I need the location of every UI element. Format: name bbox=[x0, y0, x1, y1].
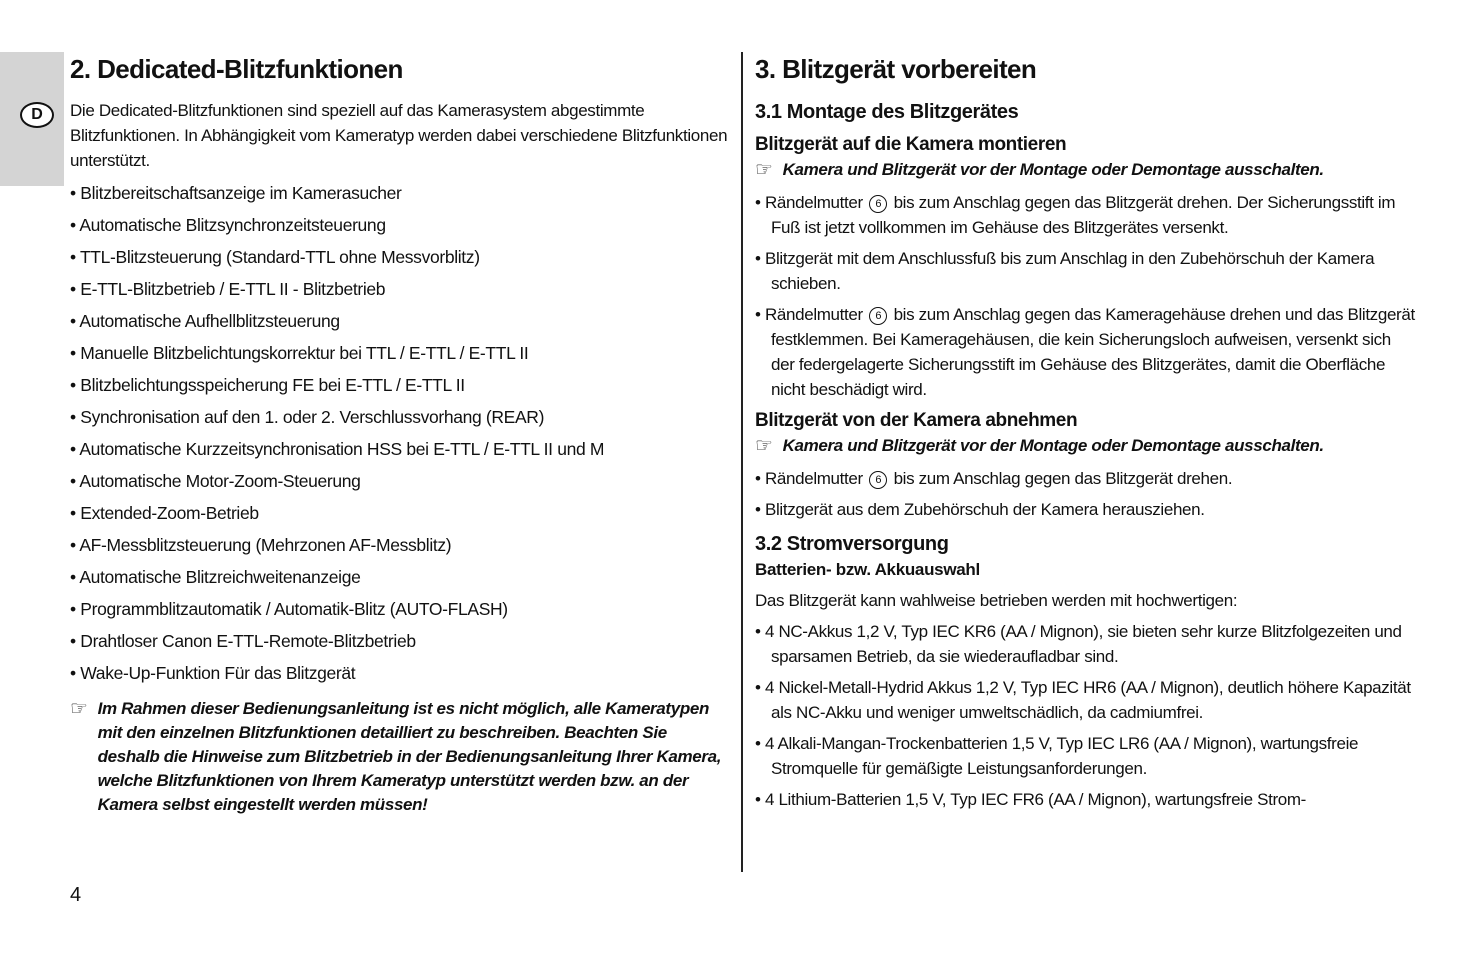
list-item: • 4 NC-Akkus 1,2 V, Typ IEC KR6 (AA / Mignon), sie bieten sehr kurze Blitzfolgezeiten und sparsamen Betrieb, da sie wiederaufladbar sind. bbox=[755, 622, 1402, 666]
list-item: • Blitzgerät aus dem Zubehörschuh der Kamera herausziehen. bbox=[755, 500, 1205, 519]
battery-intro: Das Blitzgerät kann wahlweise betrieben werden mit hochwertigen: bbox=[755, 591, 1238, 610]
list-item: • Rändelmutter 6 bis zum Anschlag gegen das Kameragehäuse drehen und das Blitzgerät festklemmen. Bei Kameragehäusen, die kein Sicherungsloch aufweisen, versenkt sich der federgelagerte Sicherungsstift im Gehäuse des Blitzgerätes, damit die Oberfläche nicht beschädigt wird. bbox=[755, 305, 1415, 399]
list-item: • 4 Alkali-Mangan-Trockenbatterien 1,5 V, Typ IEC LR6 (AA / Mignon), wartungsfreie Stromquelle für gemäßigte Leistungsanforderungen. bbox=[755, 734, 1359, 778]
list-item: • 4 Lithium-Batterien 1,5 V, Typ IEC FR6 (AA / Mignon), wartungsfreie Strom- bbox=[755, 790, 1306, 809]
remove-note bbox=[755, 434, 1417, 458]
heading-remove: Blitzgerät von der Kamera abnehmen bbox=[755, 410, 1078, 431]
feature-list bbox=[70, 177, 730, 689]
list-item: • 4 Nickel-Metall-Hydrid Akkus 1,2 V, Typ IEC HR6 (AA / Mignon), deutlich höhere Kapazität als NC-Akku und weniger umweltschädlich, da cadmiumfrei. bbox=[755, 678, 1411, 722]
intro-paragraph: Die Dedicated-Blitzfunktionen sind speziell auf das Kamerasystem abgestimmte Blitzfunktionen. In Abhängigkeit vom Kameratyp werden dabei verschiedene Blitzfunktionen unterstützt. bbox=[70, 101, 728, 170]
note-text: Kamera und Blitzgerät vor der Montage oder Demontage ausschalten. bbox=[782, 436, 1324, 455]
column-divider bbox=[741, 52, 743, 872]
pointing-hand-icon: ☞ bbox=[70, 698, 88, 720]
heading-mount: Blitzgerät auf die Kamera montieren bbox=[755, 134, 1067, 155]
left-column bbox=[70, 50, 730, 817]
circled-number-icon: 6 bbox=[869, 195, 887, 213]
section-title-prepare: 3. Blitzgerät vorbereiten bbox=[755, 54, 1037, 84]
list-item: • E-TTL-Blitzbetrieb / E-TTL II - Blitzbetrieb bbox=[70, 279, 386, 299]
heading-battery: Batterien- bzw. Akkuauswahl bbox=[755, 560, 980, 579]
note-text: Im Rahmen dieser Bedienungsanleitung ist es nicht möglich, alle Kameratypen mit den einzelnen Blitzfunktionen detailliert zu beschreiben. Beachten Sie deshalb die Hinweise zum Blitzbetrieb in der Bedienungsanleitung Ihrer Kamera, welche Blitzfunktionen von Ihrem Kameratyp unterstützt werden bzw. an der Kamera selbst eingestellt werden müssen! bbox=[97, 699, 722, 814]
circled-number-icon: 6 bbox=[869, 471, 887, 489]
section-title-dedicated: 2. Dedicated-Blitzfunktionen bbox=[70, 54, 403, 84]
list-item: • Rändelmutter 6 bis zum Anschlag gegen das Blitzgerät drehen. Der Sicherungsstift im Fuß ist jetzt vollkommen im Gehäuse des Blitzgerätes versenkt. bbox=[755, 193, 1396, 237]
pointing-hand-icon: ☞ bbox=[755, 435, 773, 457]
list-item: • Synchronisation auf den 1. oder 2. Verschlussvorhang (REAR) bbox=[70, 407, 545, 427]
right-column bbox=[755, 50, 1417, 818]
battery-list bbox=[755, 619, 1417, 812]
list-item: • Automatische Kurzzeitsynchronisation HSS bei E-TTL / E-TTL II und M bbox=[70, 439, 605, 459]
list-item: • Drahtloser Canon E-TTL-Remote-Blitzbetrieb bbox=[70, 631, 416, 651]
subsection-title-mounting: 3.1 Montage des Blitzgerätes bbox=[755, 101, 1019, 123]
list-item: • Manuelle Blitzbelichtungskorrektur bei TTL / E-TTL / E-TTL II bbox=[70, 343, 529, 363]
language-badge: D bbox=[20, 102, 54, 128]
list-item: • Blitzgerät mit dem Anschlussfuß bis zum Anschlag in den Zubehörschuh der Kamera schieben. bbox=[755, 249, 1375, 293]
list-item: • Blitzbelichtungsspeicherung FE bei E-TTL / E-TTL II bbox=[70, 375, 465, 395]
list-item: • AF-Messblitzsteuerung (Mehrzonen AF-Messblitz) bbox=[70, 535, 452, 555]
list-item: • Extended-Zoom-Betrieb bbox=[70, 503, 259, 523]
list-item: • Automatische Blitzreichweitenanzeige bbox=[70, 567, 361, 587]
list-item: • Automatische Motor-Zoom-Steuerung bbox=[70, 471, 361, 491]
list-item: • Automatische Blitzsynchronzeitsteuerung bbox=[70, 215, 386, 235]
list-item: • Rändelmutter 6 bis zum Anschlag gegen das Blitzgerät drehen. bbox=[755, 469, 1233, 488]
remove-steps bbox=[755, 466, 1417, 522]
list-item: • Wake-Up-Funktion Für das Blitzgerät bbox=[70, 663, 356, 683]
mount-steps bbox=[755, 190, 1417, 402]
page-number: 4 bbox=[70, 884, 82, 906]
list-item: • Programmblitzautomatik / Automatik-Blitz (AUTO-FLASH) bbox=[70, 599, 508, 619]
note-text: Kamera und Blitzgerät vor der Montage oder Demontage ausschalten. bbox=[782, 160, 1324, 179]
list-item: • Automatische Aufhellblitzsteuerung bbox=[70, 311, 340, 331]
mount-note bbox=[755, 158, 1417, 182]
camera-note bbox=[70, 697, 730, 817]
list-item: • Blitzbereitschaftsanzeige im Kamerasucher bbox=[70, 183, 402, 203]
pointing-hand-icon: ☞ bbox=[755, 159, 773, 181]
circled-number-icon: 6 bbox=[869, 307, 887, 325]
subsection-title-power: 3.2 Stromversorgung bbox=[755, 533, 949, 555]
list-item: • TTL-Blitzsteuerung (Standard-TTL ohne Messvorblitz) bbox=[70, 247, 480, 267]
